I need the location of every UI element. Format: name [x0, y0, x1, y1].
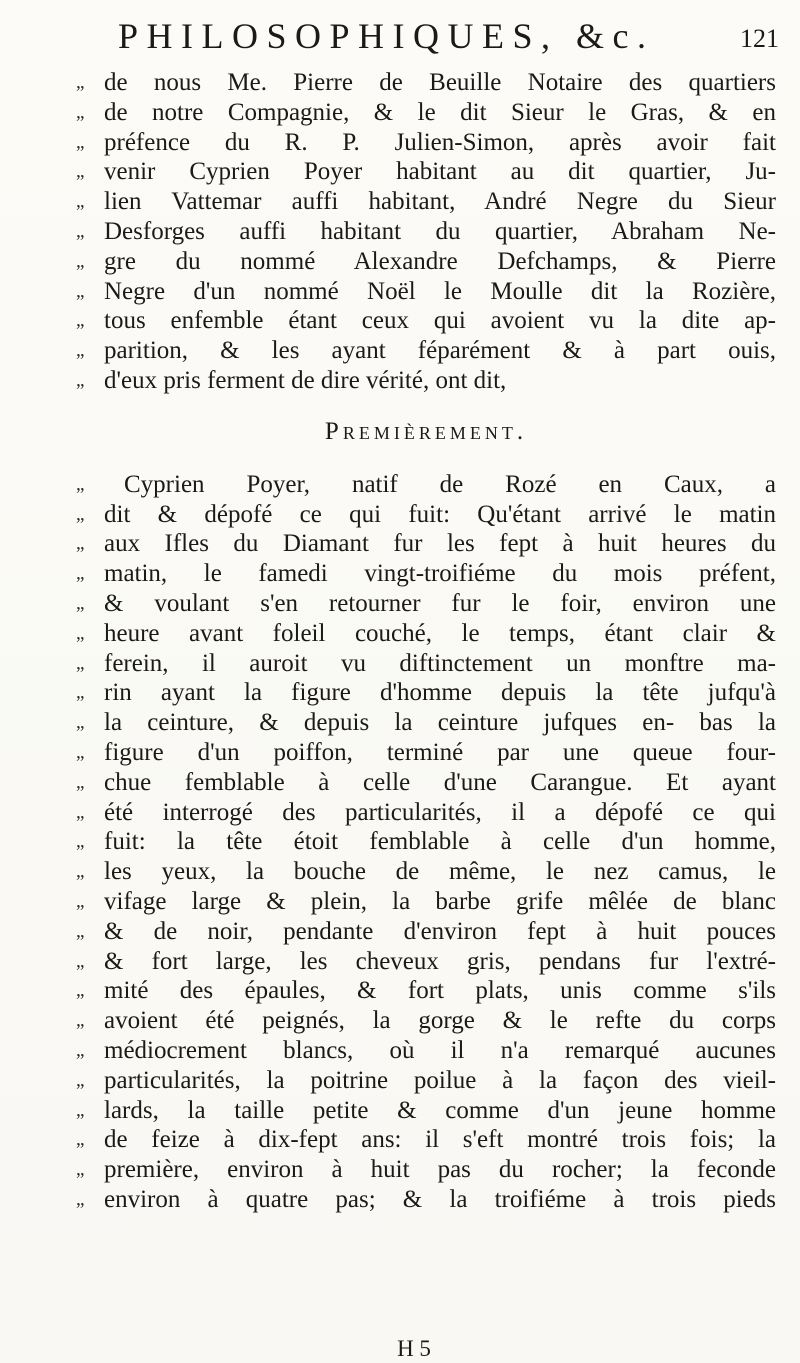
- quotation-mark: „: [76, 771, 84, 793]
- line-text: & fort large, les cheveux gris, pendans fur l'extré-: [104, 947, 776, 975]
- line-text: chue femblable à celle d'une Carangue. Et ayant: [104, 768, 776, 796]
- text-line: [76, 798, 776, 828]
- text-line: [76, 500, 776, 530]
- line-text: mité des épaules, & fort plats, unis comme s'ils: [104, 977, 776, 1005]
- quotation-mark: „: [76, 652, 84, 674]
- text-line: [76, 247, 776, 277]
- text-line: [76, 366, 776, 396]
- text-line: [76, 768, 776, 798]
- text-line: [76, 529, 776, 559]
- line-text: fuit: la tête étoit femblable à celle d'un homme,: [104, 828, 776, 856]
- text-line: [76, 857, 776, 887]
- line-text: gre du nommé Alexandre Defchamps, & Pierre: [104, 247, 776, 275]
- quotation-mark: „: [76, 191, 84, 213]
- text-line: [76, 976, 776, 1006]
- text-line: [76, 559, 776, 589]
- text-line: [76, 98, 776, 128]
- text-line: [76, 619, 776, 649]
- quotation-mark: „: [76, 890, 84, 912]
- quotation-mark: „: [76, 310, 84, 332]
- line-text: de feize à dix-fept ans: il s'eft montré trois fois; la: [104, 1126, 776, 1154]
- text-line: [76, 917, 776, 947]
- quotation-mark: „: [76, 592, 84, 614]
- quotation-mark: „: [76, 1099, 84, 1121]
- line-text: avoient été peignés, la gorge & le refte du corps: [104, 1007, 776, 1035]
- line-text: Desforges auffi habitant du quartier, Abraham Ne-: [104, 217, 776, 245]
- quotation-mark: „: [76, 161, 84, 183]
- line-text: vifage large & plein, la barbe grife mêlée de blanc: [104, 887, 776, 915]
- line-text: d'eux pris ferment de dire vérité, ont dit,: [104, 366, 507, 394]
- text-line: [76, 708, 776, 738]
- quotation-mark: „: [76, 1188, 84, 1210]
- text-line: [76, 738, 776, 768]
- text-line: [76, 277, 776, 307]
- line-text: venir Cyprien Poyer habitant au dit quartier, Ju-: [104, 158, 776, 186]
- quotation-mark: „: [76, 1129, 84, 1151]
- text-line: [76, 589, 776, 619]
- page-header: [0, 10, 800, 60]
- quotation-mark: „: [76, 131, 84, 153]
- quotation-mark: „: [76, 920, 84, 942]
- text-line: [76, 68, 776, 98]
- line-text: la ceinture, & depuis la ceinture jufques en- bas la: [104, 709, 776, 737]
- quotation-mark: „: [76, 473, 84, 495]
- signature-text: H 5: [397, 1336, 431, 1361]
- text-line: [76, 649, 776, 679]
- line-text: tous enfemble étant ceux qui avoient vu la dite ap-: [104, 307, 776, 335]
- text-line: [76, 470, 776, 500]
- quotation-mark: „: [76, 1159, 84, 1181]
- body-text: [76, 68, 776, 1215]
- quotation-mark: „: [76, 980, 84, 1002]
- line-text: lards, la taille petite & comme d'un jeune homme: [104, 1096, 776, 1124]
- text-line: [76, 217, 776, 247]
- text-line: [76, 947, 776, 977]
- quotation-mark: „: [76, 220, 84, 242]
- text-line: [76, 1125, 776, 1155]
- line-text: Cyprien Poyer, natif de Rozé en Caux, a: [124, 470, 776, 498]
- quotation-mark: „: [76, 533, 84, 555]
- quotation-mark: „: [76, 280, 84, 302]
- line-text: préfence du R. P. Julien-Simon, après avoir fait: [104, 128, 776, 156]
- line-text: environ à quatre pas; & la troifiéme à trois pieds: [104, 1185, 776, 1213]
- text-line: [76, 1006, 776, 1036]
- quotation-mark: „: [76, 340, 84, 362]
- line-text: parition, & les ayant féparément & à part ouis,: [104, 337, 776, 365]
- text-line: [76, 1036, 776, 1066]
- quotation-mark: „: [76, 831, 84, 853]
- text-line: [76, 128, 776, 158]
- text-line: [76, 187, 776, 217]
- text-line: [76, 887, 776, 917]
- quotation-mark: „: [76, 801, 84, 823]
- line-text: les yeux, la bouche de même, le nez camus, le: [104, 858, 776, 886]
- quotation-mark: „: [76, 950, 84, 972]
- quotation-mark: „: [76, 1069, 84, 1091]
- line-text: heure avant foleil couché, le temps, étant clair &: [104, 619, 776, 647]
- line-text: médiocrement blancs, où il n'a remarqué aucunes: [104, 1036, 776, 1064]
- text-line: [76, 827, 776, 857]
- page-number: 121: [740, 24, 779, 53]
- quotation-mark: „: [76, 101, 84, 123]
- line-text: lien Vattemar auffi habitant, André Negre du Sieur: [104, 188, 776, 216]
- quotation-mark: „: [76, 682, 84, 704]
- text-line: [76, 306, 776, 336]
- line-text: particularités, la poitrine poilue à la façon des vieil-: [104, 1066, 776, 1094]
- quotation-mark: „: [76, 741, 84, 763]
- line-text: dit & dépofé ce qui fuit: Qu'étant arrivé le matin: [104, 500, 776, 528]
- running-title: PHILOSOPHIQUES, &c.: [118, 16, 655, 56]
- line-text: première, environ à huit pas du rocher; la feconde: [104, 1156, 776, 1184]
- text-line: [76, 678, 776, 708]
- text-line: [76, 1096, 776, 1126]
- section-heading: Premièrement.: [324, 417, 528, 445]
- text-line: [76, 336, 776, 366]
- paragraph-1: [76, 68, 776, 396]
- quotation-mark: „: [76, 622, 84, 644]
- quotation-mark: „: [76, 1010, 84, 1032]
- line-text: rin ayant la figure d'homme depuis la tête jufqu'à: [104, 679, 776, 707]
- line-text: de nous Me. Pierre de Beuille Notaire des quartiers: [104, 69, 776, 96]
- quotation-mark: „: [76, 72, 84, 93]
- quotation-mark: „: [76, 503, 84, 525]
- line-text: de notre Compagnie, & le dit Sieur le Gras, & en: [104, 98, 776, 126]
- line-text: matin, le famedi vingt-troifiéme du mois préfent,: [104, 560, 776, 588]
- line-text: & de noir, pendante d'environ fept à huit pouces: [104, 917, 776, 945]
- line-text: & voulant s'en retourner fur le foir, environ une: [104, 589, 776, 617]
- text-line: [76, 1066, 776, 1096]
- line-text: aux Ifles du Diamant fur les fept à huit heures du: [104, 530, 776, 558]
- quotation-mark: „: [76, 861, 84, 883]
- text-line: [76, 1185, 776, 1215]
- text-line: [76, 157, 776, 187]
- line-text: figure d'un poiffon, terminé par une queue four-: [104, 738, 776, 766]
- quotation-mark: „: [76, 369, 84, 391]
- quotation-mark: „: [76, 250, 84, 272]
- quotation-mark: „: [76, 712, 84, 734]
- text-line: [76, 1155, 776, 1185]
- paragraph-2: [76, 470, 776, 1215]
- line-text: Negre d'un nommé Noël le Moulle dit la Rozière,: [104, 277, 776, 305]
- line-text: été interrogé des particularités, il a dépofé ce qui: [104, 798, 776, 826]
- line-text: ferein, il auroit vu diftinctement un monftre ma-: [104, 649, 776, 677]
- signature-mark: [0, 1336, 800, 1362]
- quotation-mark: „: [76, 1039, 84, 1061]
- quotation-mark: „: [76, 563, 84, 585]
